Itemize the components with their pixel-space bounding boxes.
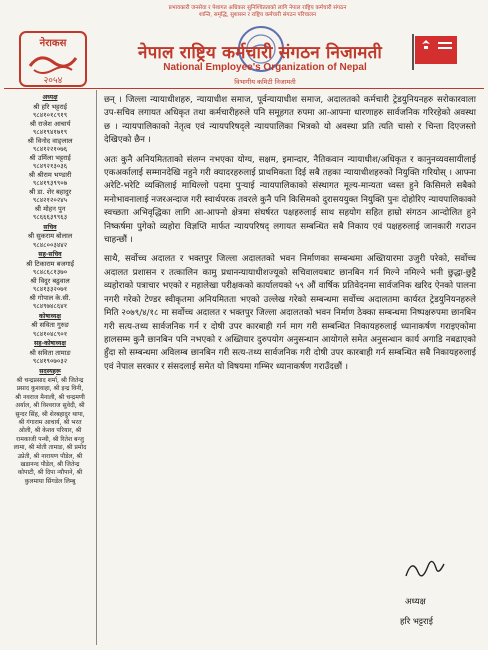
sidebar-member-phone: ९८६६६३९९६३: [32, 213, 68, 221]
organization-name-nepali: नेपाल राष्ट्रिय कर्मचारी संगठन निजामती: [138, 43, 382, 63]
sidebar-member-phone: ९८४८००३४४२: [32, 240, 68, 249]
sidebar-member-name: श्री सविता तामाङ: [29, 348, 71, 357]
handwritten-signature: [388, 550, 458, 590]
sidebar-member-name: श्री टिकाराम बजगाईं: [25, 259, 75, 268]
body-paragraph-2: अतः कुनै अनियमितताको संलग्न नभएका योग्य, सक्षम, इमान्दार, नैतिकवान न्यायाधीश/अधिकृत र कानुनव्यवसायीलाई एकअर्कालाई सम्मानदेखि नहुने गरी क्यादरहरुलाई प्राथमिकता दिई सबै तहका न्यायाधीशहरुको नियुक्ति गरियोस् । आफ्ना अरेटि-भरेटि व्यक्तिलाई माथिल्लो पदमा पुऱ्याई न्यायपालिकाको संस्थागत मूल्य-मान्यता ध्वस्त हुने किसिमले सबैको मनोभावनालाई नजरअन्दाज गरी स्वार्थपरक तवरले कुनै पनि किसिमको दुरासययुक्त नियुक्ति पुनः दोहोरिए न्यायपालिकाको स्वच्छता अभिवृद्धिका लागि आ-आफ्नो क्षेत्रमा संघर्षरत पक्षहरुलाई साथ सहयोग सहित हाम्रो संगठन आन्दोलित हुने निष्कर्षमा पुगेको व्यहोरा विज्ञप्ति मार्फत न्यायपरिषद् लगायत सम्बन्धित सबै निकाय एवं पक्षहरुलाई जानकारी गराउन चाहन्छौं ।: [104, 154, 476, 246]
sidebar-member-name: श्री सुकराम बोलाल: [27, 232, 73, 240]
sidebar-member-name: श्री राजेश आचार्य: [29, 119, 71, 128]
sidebar-section-heading: सह-सचिव: [38, 251, 62, 258]
sidebar-member-phone: ९८४२१२०२४५: [32, 196, 68, 204]
logo-left-year: २०५४: [43, 76, 63, 86]
sidebar-members-line: श्री चन्द्रप्रसाद शर्मा, श्री जितेन्द्र: [16, 377, 84, 384]
sidebar-members-line: खडानन्द पौडेल, श्री जितेन्द्र: [20, 461, 80, 469]
signatory-title: अध्यक्ष: [405, 597, 426, 607]
sidebar-members-line: श्री नवराज मैनाली, श्री चन्द्रमणी: [15, 393, 85, 401]
sidebar-members-line: अर्याल, श्री विश्वराज सुवेदी, श्री: [15, 402, 85, 410]
sidebar-members-list: [6, 377, 94, 486]
signatory-name: हरि भट्टराई: [400, 617, 433, 627]
sidebar-member-phone: ९८४१९४१७१९: [32, 128, 68, 136]
sidebar-section-heading: सह-कोषाध्यक्ष: [34, 340, 66, 347]
sidebar-member-name: श्री विनोद वाङ्लाल: [27, 136, 73, 145]
sidebar-member-name: श्री श्रीराम भण्डारी: [28, 170, 72, 179]
sidebar-member-phone: ९८४९७४८६४१: [32, 302, 68, 310]
sidebar-member-name: श्री उर्मिला भट्टराई: [29, 153, 71, 162]
sidebar-member-phone: ९८४१२२१०७६: [32, 145, 68, 153]
sidebar-members-line: प्रसाद कुशवाहा, श्री इन्द्र विनी,: [16, 385, 84, 393]
sidebar-section-heading: सदस्यहरू: [39, 367, 61, 375]
committee-sidebar: [6, 92, 94, 486]
header-divider: [4, 88, 484, 89]
sidebar-member-name: श्री सविता गुरुङ: [31, 321, 69, 329]
sidebar-members-line: कोपाटी, श्री दिपा न्यौपाने, श्री: [17, 469, 83, 477]
sidebar-member-phone: ९८४१३३२०७१: [32, 285, 68, 293]
sidebar-divider: [96, 90, 97, 645]
sidebar-member-phone: ९८४९२१३०३६: [32, 162, 68, 170]
sidebar-member-phone: ९८४१०१८९१९: [32, 111, 68, 119]
header-tagline-1: प्रभावकारी जनसेवा र पेशागत अधिकार सुनिश्चितताको लागि नेपाल राष्ट्रिय कर्मचारी संगठन: [168, 5, 347, 11]
sidebar-member-phone: ९८४१०४८९०१: [32, 329, 68, 338]
flag-icon: [412, 34, 460, 70]
sidebar-members-line: उप्रेती, श्री नारायण पौडेल, श्री: [17, 452, 83, 460]
sidebar-member-name: श्री मोहन पुन: [34, 204, 66, 213]
sidebar-members-line: ओली, श्री केशव परियार, श्री: [18, 427, 82, 435]
sidebar-section-heading: सचिव: [43, 223, 57, 231]
sidebar-member-name: श्री गोपाल के.सी.: [29, 293, 71, 302]
organization-logo: [18, 30, 88, 88]
sidebar-section-heading: कोषाध्यक्ष: [39, 312, 61, 320]
organization-name-english: National Employee's Organization of Nepal: [163, 62, 367, 73]
sidebar-member-name: श्री विदुर बढुवाल: [30, 276, 70, 285]
body-paragraph-3: साथै, सर्वोच्च अदालत र भक्तपुर जिल्ला अदालतको भवन निर्माणका सम्बन्धमा अख्तियारमा उजुरी परेको, सर्वोच्च अदालत प्रशासन र तत्कालिन कामु प्रधानन्यायाधीशज्यूको सचिवालयबाट छानबिन गर्न मिल्ने नमिल्ने भनी छुद्धा-छुट्टै व्यहोराको पत्राचार भएको र महालेखा परीक्षकको कार्यालयको ५९ औं वार्षिक प्रतिवेदनमा सार्वजनिक खरिद ऐनको पालना नगरी गरेको टेण्डर स्वीकृतमा अनियमितता भएको उल्लेख गरेको सम्बन्धमा सर्वोच्च अदालतमा कार्यरत ट्रेडयुनियनहरुले मिति २०७९/४/१८ मा सर्वोच्च अदालत र भक्तपुर जिल्ला अदालतको भवन निर्माण ठेक्का सम्बन्धमा निष्पक्षरुपमा छानबिन गरी सत्य-तथ्य सार्वजनिक गर्न र दोषी उपर कारबाही गर्न माग गरी सम्बन्धित निकायहरुलाई ध्यानाकर्षण गराइएकोमा हालसम्म कुनै छानबिन पनि नभएको र अख्तियार दुरुपयोग अनुसन्धान आयोगले समेत अनुसन्धान कार्य अगाडि नबढाएको हुँदा सो सम्बन्धमा अविलम्ब छानबिन गरी सत्य-तथ्य सार्वजनिक गरी दोषी उपर कारबाही गर्न सम्बन्धित सबै निकायहरुलाई एवं नेपाल सरकार र संसदलाई समेत यो विषयमा गम्भिर ध्यानाकर्षण गराउँदछौं ।: [104, 254, 476, 372]
sidebar-members-line: श्री गंगाराम आचार्य, श्री भरत: [18, 419, 82, 427]
sidebar-members-line: सुन्दर सिंह, श्री शेरबहादुर थापा,: [15, 410, 85, 418]
sidebar-member-phone: ९८४१९०७०३२: [32, 357, 68, 365]
sidebar-member-phone: ९८४१९३९९०७: [32, 179, 68, 187]
body-paragraph-1: छन् । जिल्ला न्यायाधीशहरु, न्यायाधीश समाज, पूर्वन्यायाधीश समाज, अदालतको कर्मचारी ट्रेडयुनियनहरु सरोकारवाला उप-सचिव लगायत अधिकृत तथा कर्मचारीहरुले पनि समूहगत रुपमा आ-आफ्ना धारणाहरु सार्वजनिक गरिरहेको अवस्था छ । न्यायपालिकाको नेतृत्व एवं न्यायपरिषद्ले न्यायपालिका भित्रको यो अवस्था प्रति त्यति चासो र चिन्ता दिएजस्तो देखिएको छैन ।: [104, 95, 476, 146]
sidebar-members-line: कुलमाया सिंगडेल लिम्बु: [24, 477, 76, 485]
sidebar-member-phone: ९८४८६८१३७०: [32, 268, 68, 276]
header-tagline-2: शान्ति, समृद्धि, सुशासन र राष्ट्रिय कर्मचारी संगठन परिचालन: [198, 12, 317, 18]
sidebar-member-name: श्री हरि भट्टराई: [33, 102, 67, 111]
sidebar-member-name: श्री डा. शेर बहादुर: [28, 187, 72, 196]
sidebar-members-line: लामा, श्री मोती तामाङ, श्री प्रमोद: [13, 444, 87, 452]
letter-body: [104, 94, 476, 380]
organization-subtitle: विभागीय कमिटी निजामती: [234, 78, 296, 86]
sidebar-section-heading: अध्यक्ष: [42, 94, 58, 101]
logo-left-text: नेराकस: [39, 38, 67, 49]
sidebar-members-line: रामकाजी पन्थी, श्री रितेश बन्जु: [16, 435, 84, 443]
